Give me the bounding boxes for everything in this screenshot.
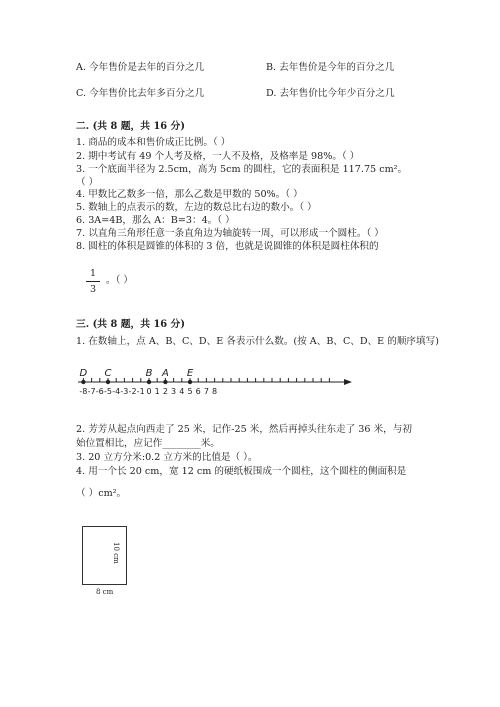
rectangle-height-label: 10 cm: [112, 542, 120, 564]
s2-item-4: 4. 甲数比乙数多一倍，那么乙数是甲数的 50%。（ ）: [76, 189, 303, 200]
number-line-point-c: [106, 380, 110, 384]
choice-c: C. 今年售价比去年多百分之几: [76, 88, 205, 99]
s2-item-6: 6. 3A=4B，那么 A：B=3：4。（ ）: [76, 215, 235, 226]
fraction-one-third: [86, 268, 100, 295]
number-line-point-label-a: A: [161, 368, 169, 379]
s3-question-4-line2: （ ）cm²。: [76, 488, 127, 499]
s2-item-8-tail: 。（ ）: [106, 275, 134, 286]
fraction-numerator: 1: [89, 268, 97, 279]
s2-item-2: 2. 期中考试有 49 个人考及格，一人不及格，及格率是 98%。（ ）: [76, 151, 360, 162]
rectangle-figure: [82, 526, 127, 585]
s3-question-4-line1: 4. 用一个长 20 cm，宽 12 cm 的硬纸板围成一个圆柱，这个圆柱的侧面积是: [76, 466, 407, 477]
number-line-tick-label: 0: [146, 387, 152, 396]
s2-item-3-answer: （ ）: [76, 177, 99, 188]
number-line-tick-label: 1: [154, 387, 160, 396]
section2-title: 二. (共 8 题，共 16 分): [76, 121, 185, 132]
choice-d: D. 去年售价比今年少百分之几: [266, 88, 395, 99]
number-line-point-b: [147, 380, 151, 384]
number-line-point-a: [163, 380, 167, 384]
number-line-point-label-c: C: [104, 368, 112, 379]
number-line-arrow-icon: [344, 379, 352, 385]
number-line-tick-label: -6: [95, 387, 104, 396]
number-line: [76, 362, 356, 406]
s2-item-5: 5. 数轴上的点表示的数，左边的数总比右边的数小。（ ）: [76, 202, 317, 213]
number-line-tick-label: -5: [104, 387, 112, 396]
number-line-point-label-e: E: [186, 368, 194, 379]
number-line-tick-label: 6: [195, 387, 201, 396]
s2-item-8: 8. 圆柱的体积是圆锥的体积的 3 倍，也就是说圆锥的体积是圆柱体积的: [76, 241, 379, 252]
choice-b: B. 去年售价是今年的百分之几: [266, 62, 395, 73]
number-line-tick-label: -1: [136, 387, 145, 396]
s3-question-1: 1. 在数轴上，点 A、B、C、D、E 各表示什么数。(按 A、B、C、D、E 的顺序填写): [76, 336, 439, 347]
s3-question-2-line1: 2. 芳芳从起点向西走了 25 米，记作-25 米，然后再掉头往东走了 36 米，与初: [76, 424, 412, 435]
s3-question-2-line2: 始位置相比，应记作________米。: [76, 438, 220, 449]
number-line-tick-label: 2: [162, 387, 168, 396]
s2-item-3: 3. 一个底面半径为 2.5cm，高为 5cm 的圆柱，它的表面积是 117.75 cm²。: [76, 164, 408, 175]
number-line-tick-label: 5: [187, 387, 193, 396]
s2-item-7: 7. 以直角三角形任意一条直角边为轴旋转一周，可以形成一个圆柱。（ ）: [76, 228, 384, 239]
number-line-point-label-d: D: [79, 368, 88, 379]
number-line-tick-label: -8: [79, 387, 88, 396]
number-line-tick-label: -2: [128, 387, 137, 396]
number-line-point-label-b: B: [145, 368, 153, 379]
rectangle-width-label: 8 cm: [96, 588, 114, 596]
s3-question-3: 3. 20 立方分米:0.2 立方米的比值是（ ）。: [76, 452, 258, 463]
section3-title: 三. (共 8 题，共 16 分): [76, 319, 185, 330]
s2-item-1: 1. 商品的成本和售价成正比例。（ ）: [76, 137, 231, 148]
number-line-tick-label: 8: [212, 387, 218, 396]
number-line-tick-label: 4: [179, 387, 185, 396]
number-line-tick-label: -4: [112, 387, 121, 396]
number-line-point-d: [81, 380, 85, 384]
number-line-tick-label: 3: [171, 387, 177, 396]
fraction-bar: [86, 281, 100, 282]
number-line-tick-label: -7: [87, 387, 96, 396]
fraction-denominator: 3: [89, 284, 97, 295]
number-line-point-e: [188, 380, 192, 384]
number-line-tick-label: -3: [120, 387, 129, 396]
number-line-tick-label: 7: [203, 387, 209, 396]
choice-a: A. 今年售价是去年的百分之几: [76, 62, 205, 73]
